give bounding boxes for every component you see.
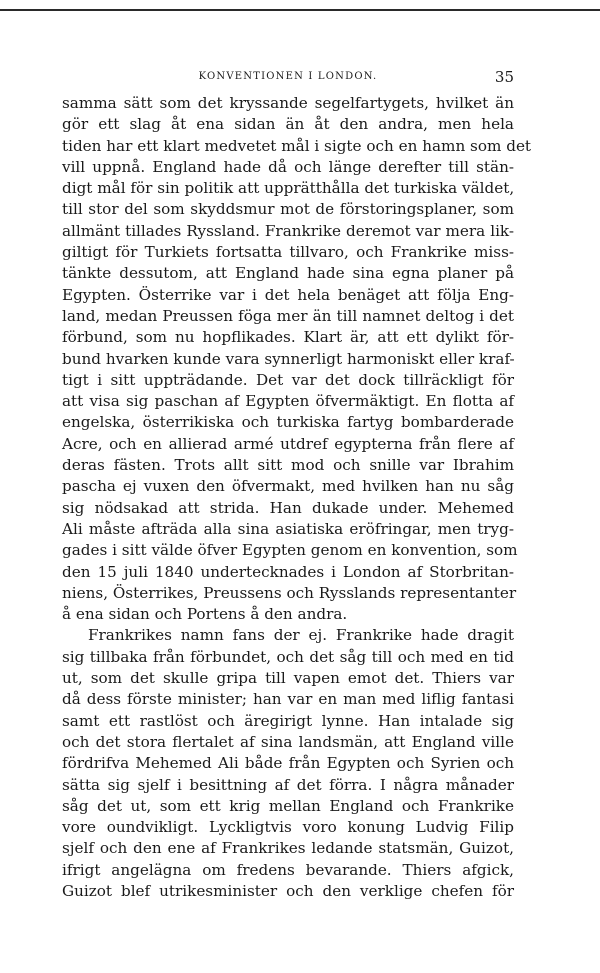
text-line: engelska, österrikiska och turkiska fartyg bombarderade bbox=[62, 413, 514, 432]
text-line: gades i sitt välde öfver Egypten genom en konvention, som bbox=[62, 541, 518, 560]
text-line: pascha ej vuxen den öfvermakt, med hvilken han nu såg bbox=[62, 477, 514, 496]
text-line: tänkte dessutom, att England hade sina egna planer på bbox=[62, 264, 514, 283]
text-line: sig nödsakad att strida. Han dukade under. Mehemed bbox=[62, 498, 514, 517]
text-line: samt ett rastlöst och äregirigt lynne. Han intalade sig bbox=[62, 711, 514, 730]
text-line: deras fästen. Trots allt sitt mod och snille var Ibrahim bbox=[62, 456, 514, 475]
page-number: 35 bbox=[494, 68, 514, 86]
text-line: till stor del som skyddsmur mot de förstoringsplaner, som bbox=[62, 200, 514, 219]
text-line: då dess förste minister; han var en man med liflig fantasi bbox=[62, 690, 514, 709]
text-line: giltigt för Turkiets fortsatta tillvaro, och Frankrike miss- bbox=[62, 243, 514, 262]
text-line: fördrifva Mehemed Ali både från Egypten och Syrien och bbox=[62, 754, 514, 773]
text-line: vill uppnå. England hade då och länge derefter till stän- bbox=[62, 157, 514, 176]
text-line: allmänt tillades Ryssland. Frankrike deremot var mera lik- bbox=[62, 221, 514, 240]
text-line: Acre, och en allierad armé utdref egypterna från flere af bbox=[62, 434, 514, 453]
text-line: förbund, som nu hopflikades. Klart är, att ett dylikt för- bbox=[62, 328, 514, 347]
text-line: digt mål för sin politik att upprätthålla det turkiska väldet, bbox=[62, 179, 515, 198]
text-line: tiden har ett klart medvetet mål i sigte och en hamn som det bbox=[62, 136, 532, 155]
text-line: Ali måste afträda alla sina asiatiska eröfringar, men tryg- bbox=[62, 519, 514, 538]
text-line: vore oundvikligt. Lyckligtvis voro konung Ludvig Filip bbox=[62, 818, 514, 837]
text-line: Egypten. Österrike var i det hela benäget att följa Eng- bbox=[62, 285, 514, 304]
text-line: sig tillbaka från förbundet, och det såg till och med en tid bbox=[62, 647, 514, 666]
text-line: bund hvarken kunde vara synnerligt harmoniskt eller kraf- bbox=[62, 349, 515, 368]
text-line: å ena sidan och Portens å den andra. bbox=[62, 605, 348, 624]
text-line: ifrigt angelägna om fredens bevarande. Thiers afgick, bbox=[62, 860, 514, 879]
text-line: land, medan Preussen föga mer än till namnet deltog i det bbox=[62, 306, 514, 325]
text-line: Guizot blef utrikesminister och den verklige chefen för bbox=[62, 881, 514, 900]
text-line: den 15 juli 1840 undertecknades i London af Storbritan- bbox=[62, 562, 514, 581]
text-line: såg det ut, som ett krig mellan England och Frankrike bbox=[62, 796, 514, 815]
top-rule bbox=[0, 9, 600, 11]
text-line: sjelf och den ene af Frankrikes ledande statsmän, Guizot, bbox=[62, 839, 514, 858]
text-line: samma sätt som det kryssande segelfartygets, hvilket än bbox=[62, 94, 514, 112]
body-text bbox=[62, 93, 532, 902]
running-head: KONVENTIONEN I LONDON. bbox=[198, 71, 378, 82]
paragraph-1 bbox=[62, 93, 532, 625]
text-line: sätta sig sjelf i besittning af det förra. I några månader bbox=[62, 775, 514, 794]
text-line: niens, Österrikes, Preussens och Rysslands representanter bbox=[62, 583, 517, 602]
text-line: tigt i sitt uppträdande. Det var det dock tillräckligt för bbox=[62, 370, 514, 389]
paragraph-2 bbox=[62, 625, 514, 902]
text-line: Frankrikes namn fans der ej. Frankrike hade dragit bbox=[88, 626, 514, 645]
text-line: ut, som det skulle gripa till vapen emot det. Thiers var bbox=[62, 669, 514, 688]
text-line: gör ett slag åt ena sidan än åt den andra, men hela bbox=[62, 115, 514, 134]
page-header bbox=[62, 68, 514, 88]
text-line: och det stora flertalet af sina landsmän, att England ville bbox=[62, 732, 514, 751]
text-line: att visa sig paschan af Egypten öfvermäktigt. En flotta af bbox=[62, 392, 514, 411]
